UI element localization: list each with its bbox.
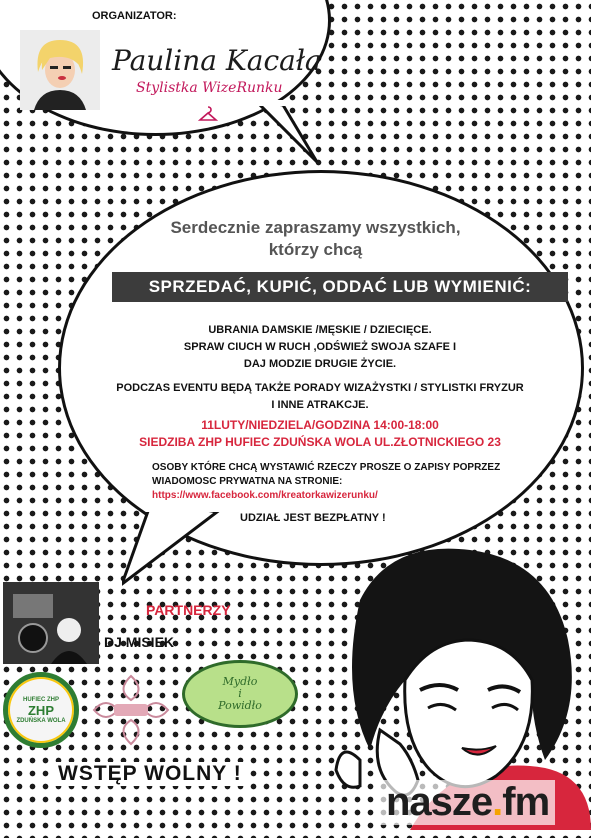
- action-band: [112, 272, 568, 302]
- zhp-emblem: [3, 672, 79, 748]
- dj-name: DJ MISIEK: [104, 634, 175, 650]
- signup-line-2: WIADOMOSC PRYWATNA NA STRONIE:: [152, 476, 343, 487]
- organizer-subtitle: Stylistka WizeRunku: [136, 80, 283, 96]
- details-block: [60, 322, 580, 451]
- watermark-dot: .: [492, 780, 503, 824]
- event-place: SIEDZIBA ZHP HUFIEC ZDUŃSKA WOLA UL.ZŁOTNICKIEGO 23: [139, 435, 501, 449]
- zhp-ring-top: HUFIEC ZHP: [22, 696, 59, 703]
- organizer-heading: ORGANIZATOR:: [92, 10, 177, 22]
- invite-line-2: którzy chcą: [268, 240, 363, 259]
- entry-banner: WSTĘP WOLNY !: [52, 762, 248, 786]
- green-logo-line-1: Mydło: [222, 675, 258, 688]
- watermark-logo: [380, 780, 555, 825]
- signup-line-1: OSOBY KTÓRE CHCĄ WYSTAWIĆ RZECZY PROSZE O ZAPISY POPRZEZ: [152, 462, 501, 473]
- event-line-1: PODCZAS EVENTU BĘDĄ TAKŻE PORADY WIZAŻYSTKI / STYLISTKI FRYZUR: [116, 382, 524, 394]
- watermark-part-2: fm: [502, 780, 550, 824]
- watermark-part-1: nasze: [386, 780, 493, 824]
- pink-ornament-logo: [86, 670, 176, 750]
- dj-photo: [3, 582, 99, 664]
- zhp-ring-bottom: ZDUŃSKA WOLA: [16, 717, 66, 724]
- zhp-center: ZHP: [27, 702, 54, 718]
- event-line-2: I INNE ATRAKCJE.: [271, 399, 369, 411]
- green-logo-line-3: Powidło: [218, 699, 262, 712]
- green-logo-line-2: i: [238, 687, 242, 700]
- free-entry-note: UDZIAŁ JEST BEZPŁATNY !: [240, 512, 386, 524]
- organizer-avatar: [20, 30, 100, 110]
- partners-heading: PARTNERZY: [146, 602, 231, 618]
- items-line-2: SPRAW CIUCH W RUCH ,ODŚWIEŻ SWOJA SZAFE I: [183, 341, 457, 353]
- main-bubble-tail: [122, 500, 232, 590]
- facebook-link[interactable]: https://www.facebook.com/kreatorkawizerunku/: [152, 490, 378, 501]
- hanger-icon: [198, 104, 218, 124]
- action-band-text: SPRZEDAĆ, KUPIĆ, ODDAĆ LUB WYMIENIĆ:: [148, 277, 532, 296]
- organizer-bubble-tail: [255, 100, 325, 170]
- items-line-1: UBRANIA DAMSKIE /MĘSKIE / DZIECIĘCE.: [208, 324, 432, 336]
- green-oval-logo: [182, 660, 298, 728]
- signup-block: [152, 461, 512, 503]
- invite-line-1: Serdecznie zapraszamy wszystkich,: [170, 218, 461, 237]
- event-date: 11LUTY/NIEDZIELA/GODZINA 14:00-18:00: [201, 418, 439, 432]
- organizer-name: Paulina Kacała: [112, 44, 322, 77]
- items-line-3: DAJ MODZIE DRUGIE ŻYCIE.: [243, 358, 397, 370]
